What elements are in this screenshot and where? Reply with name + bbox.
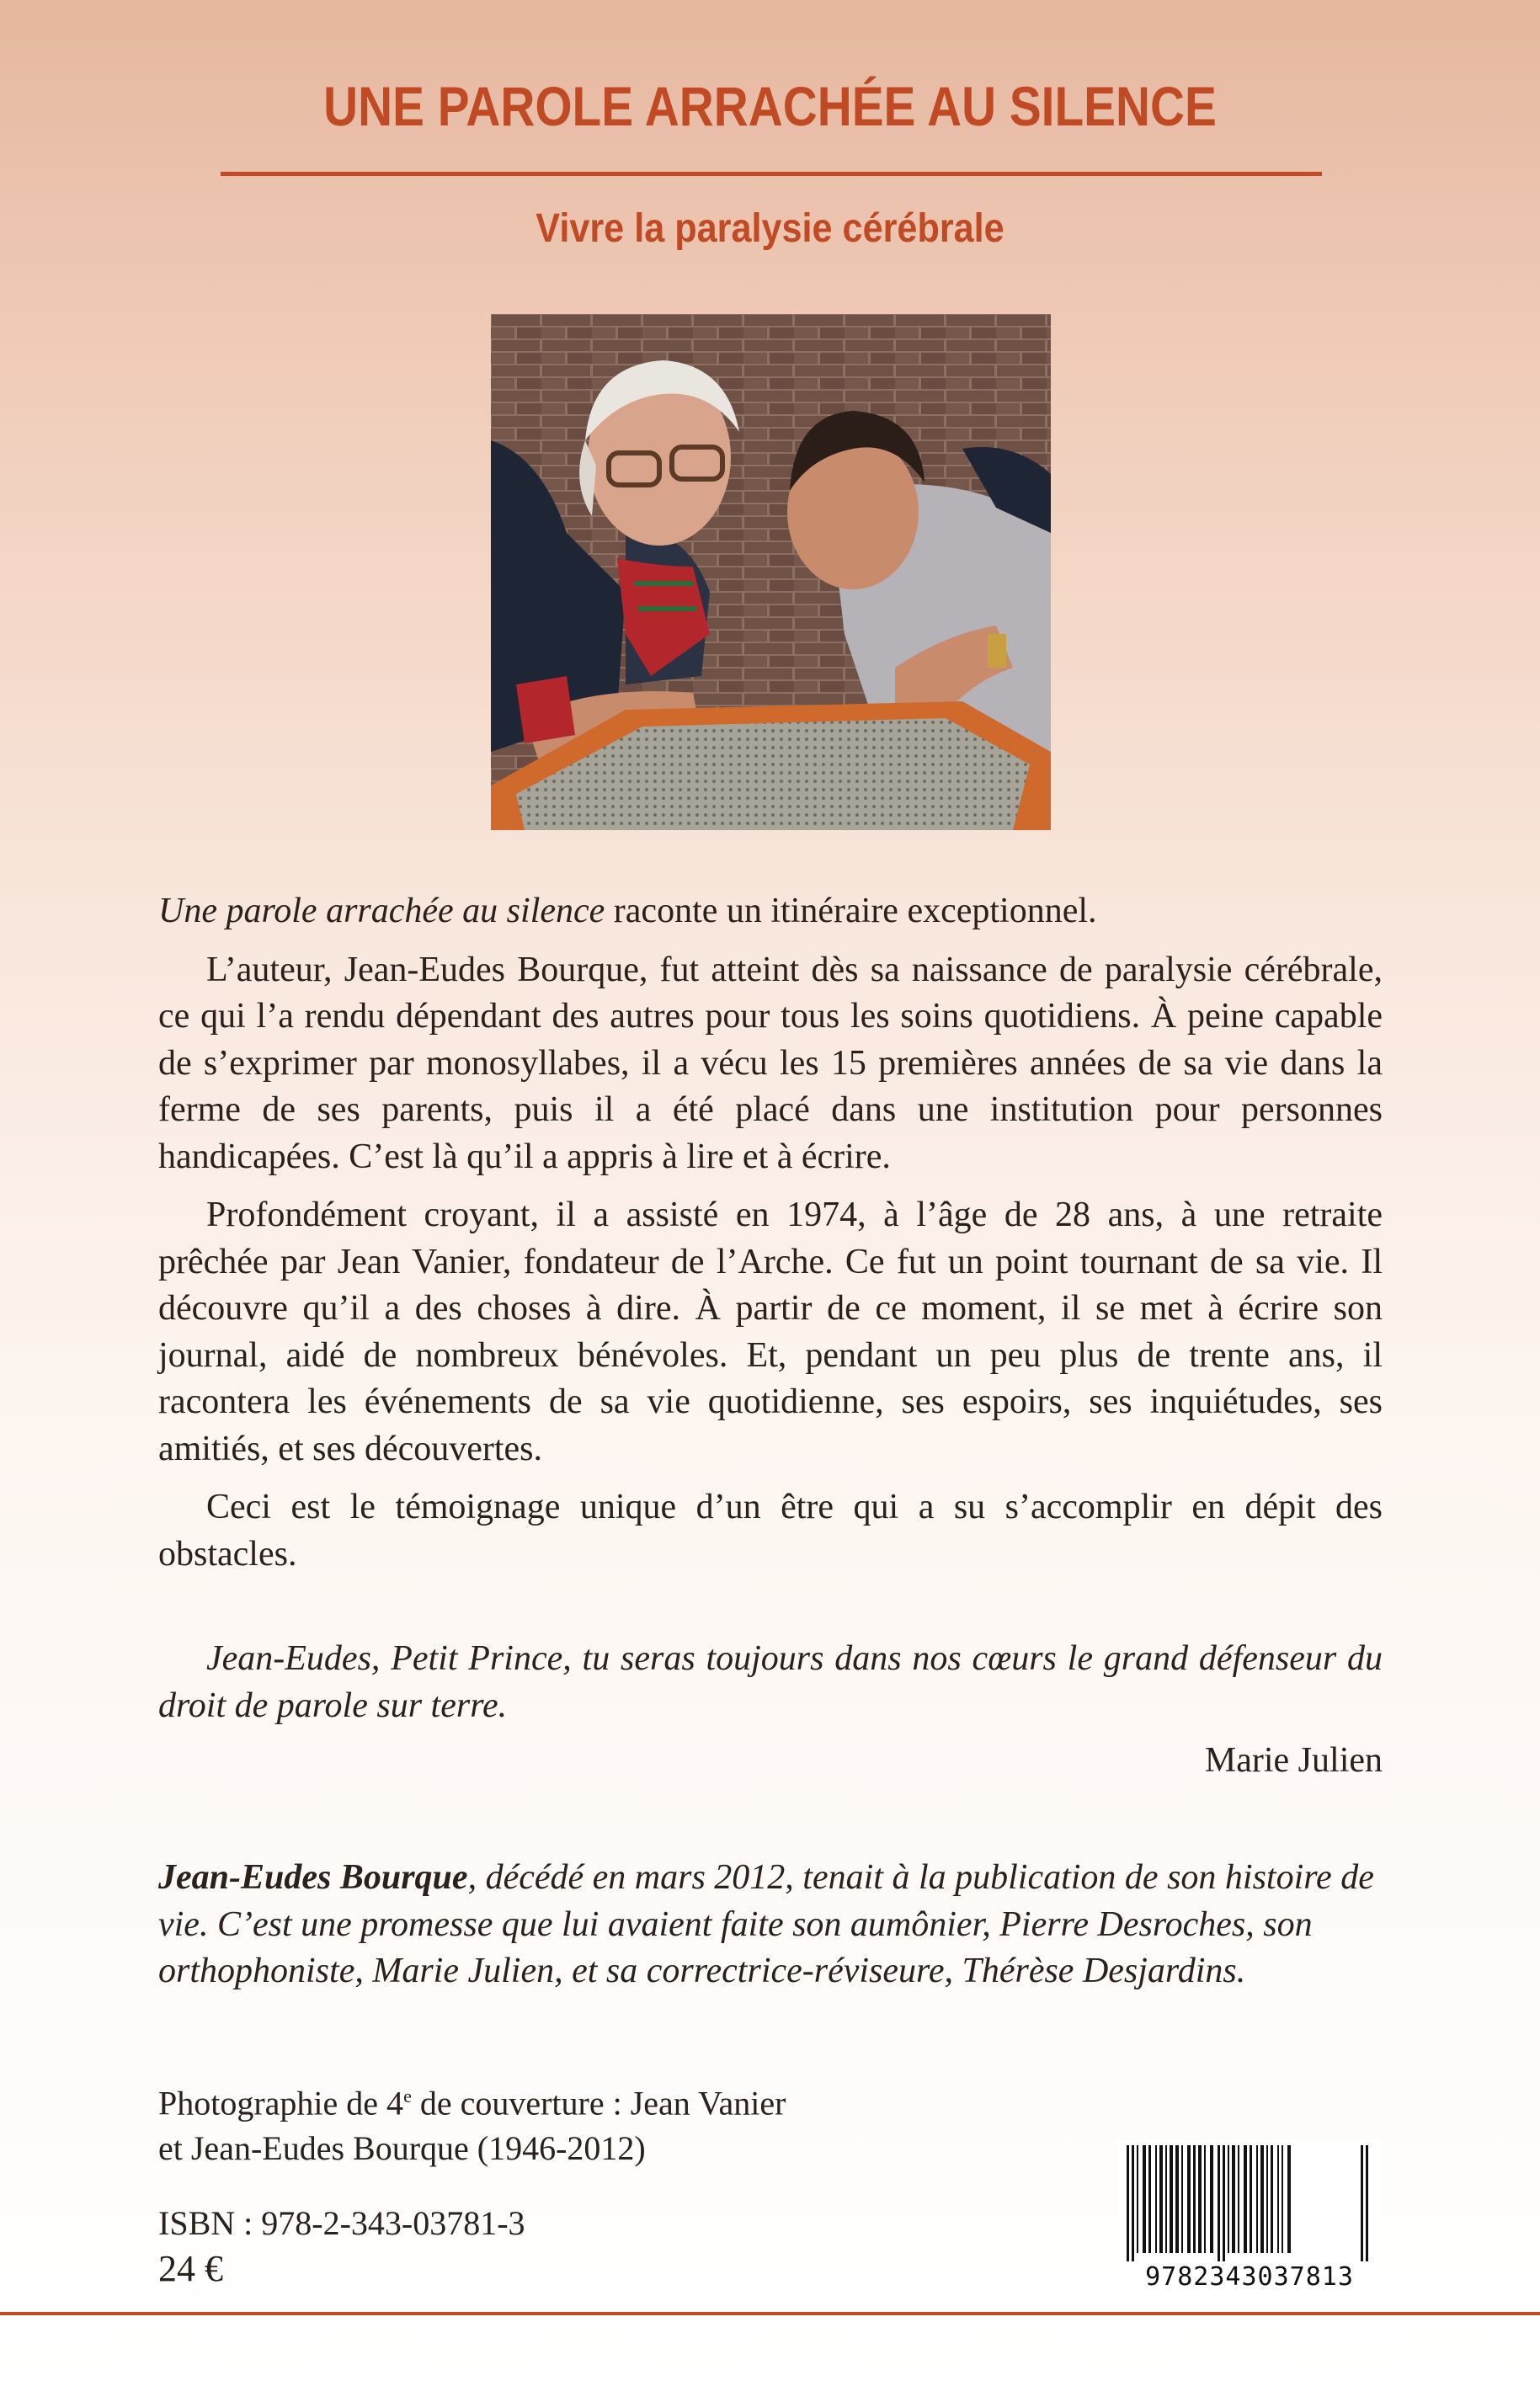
barcode-bar [1266, 2145, 1268, 2253]
barcode-bar [1228, 2145, 1229, 2253]
summary-intro [158, 888, 1383, 935]
barcode-bar [1366, 2145, 1368, 2261]
barcode-bar [1282, 2145, 1283, 2253]
summary-paragraph: Profondément croyant, il a assisté en 1974, à l’âge de 28 ans, à une retraite prêchée par Jean Vanier, fondateur de l’Arche. Ce fut un point tournant de sa vie. Il découvre qu’il a des choses à dire. À partir de ce moment, il se met à écrire son journal, aidé de nombreux bénévoles. Et, pendant un peu plus de trente ans, il racontera les événements de sa vie quotidienne, ses espoirs, ses inquiétudes, ses amitiés, et ses découvertes. [158, 1196, 1383, 1468]
tribute-quote: Jean-Eudes, Petit Prince, tu seras toujours dans nos cœurs le grand défenseur du droit de parole sur terre. [158, 1639, 1383, 1725]
barcode-bar [1287, 2145, 1291, 2253]
summary-paragraph: Ceci est le témoignage unique d’un être qui a su s’accomplir en dépit des obstacles. [158, 1488, 1383, 1574]
barcode-bar [1232, 2145, 1235, 2253]
barcode-bar [1159, 2145, 1163, 2253]
barcode-bar [1198, 2145, 1202, 2253]
barcode-bar [1277, 2145, 1279, 2253]
isbn: ISBN : 978-2-343-03781-3 [158, 2204, 525, 2242]
summary-intro-title: Une parole arrachée au silence [158, 892, 605, 930]
barcode-bar [1271, 2145, 1273, 2253]
barcode-bar [1148, 2145, 1151, 2253]
barcode-bars [1123, 2145, 1376, 2261]
barcode-bar [1187, 2145, 1191, 2253]
barcode-bar [1137, 2145, 1138, 2253]
barcode-bar [1250, 2145, 1252, 2253]
barcode-bar [1244, 2145, 1247, 2253]
bottom-divider [0, 2312, 1540, 2315]
price: 24 € [158, 2248, 223, 2289]
summary-paragraph: L’auteur, Jean-Eudes Bourque, fut atteint dès sa naissance de paralysie cérébrale, ce qui l’a rendu dépendant des autres pour tous les soins quotidiens. À peine capable de s’exprimer par monosyllabes, il a vécu les 15 premières années de sa vie dans la ferme de ses parents, puis il a été placé dans une institution pour personnes handicapées. C’est là qu’il a appris à lire et à écrire. [158, 950, 1383, 1176]
barcode-bar [1127, 2145, 1129, 2261]
barcode-bar [1361, 2145, 1363, 2261]
barcode-bar [1165, 2145, 1167, 2253]
photo-credit-suffix: de couverture : Jean Vanier [411, 2084, 786, 2122]
barcode-bar [1170, 2145, 1173, 2253]
barcode-bar [1256, 2145, 1258, 2253]
barcode-bar [1204, 2145, 1206, 2253]
barcode-bar [1218, 2145, 1220, 2261]
summary-intro-rest: raconte un itinéraire exceptionnel. [605, 892, 1097, 930]
book-title: UNE PAROLE ARRACHÉE AU SILENCE [323, 75, 1217, 137]
barcode-bar [1155, 2145, 1157, 2253]
book-subtitle: Vivre la paralysie cérébrale [536, 206, 1004, 251]
cover-photo [491, 314, 1051, 830]
barcode-bar [1143, 2145, 1146, 2253]
barcode-bar [1181, 2145, 1183, 2253]
barcode-bar [1238, 2145, 1239, 2253]
summary-text [158, 888, 1383, 1590]
barcode-bar [1260, 2145, 1264, 2253]
barcode-bar [1175, 2145, 1179, 2253]
tribute-signature: Marie Julien [1204, 1741, 1383, 1780]
barcode [1118, 2140, 1381, 2297]
author-bio [158, 1855, 1383, 1995]
author-bio-text: , décédé en mars 2012, tenait à la publication de son histoire de vie. C’est une promesse que lui avaient faite son aumônier, Pierre Desroches, son orthophoniste, Marie Julien, et sa correctrice-réviseure, Thérèse Desjardins. [158, 1858, 1374, 1990]
photo-credit [158, 2074, 786, 2171]
photo-credit-sup: e [403, 2085, 412, 2106]
barcode-bar [1223, 2145, 1225, 2261]
barcode-bar [1210, 2145, 1213, 2253]
photo-credit-line2: et Jean-Eudes Bourque (1946-2012) [158, 2129, 646, 2168]
photo-credit-prefix: Photographie de 4 [158, 2084, 404, 2122]
title-divider [221, 172, 1322, 176]
barcode-bar [1193, 2145, 1196, 2253]
author-name: Jean-Eudes Bourque [158, 1858, 468, 1897]
barcode-digits: 9782343037813 [1145, 2262, 1354, 2292]
barcode-bar [1132, 2145, 1134, 2261]
